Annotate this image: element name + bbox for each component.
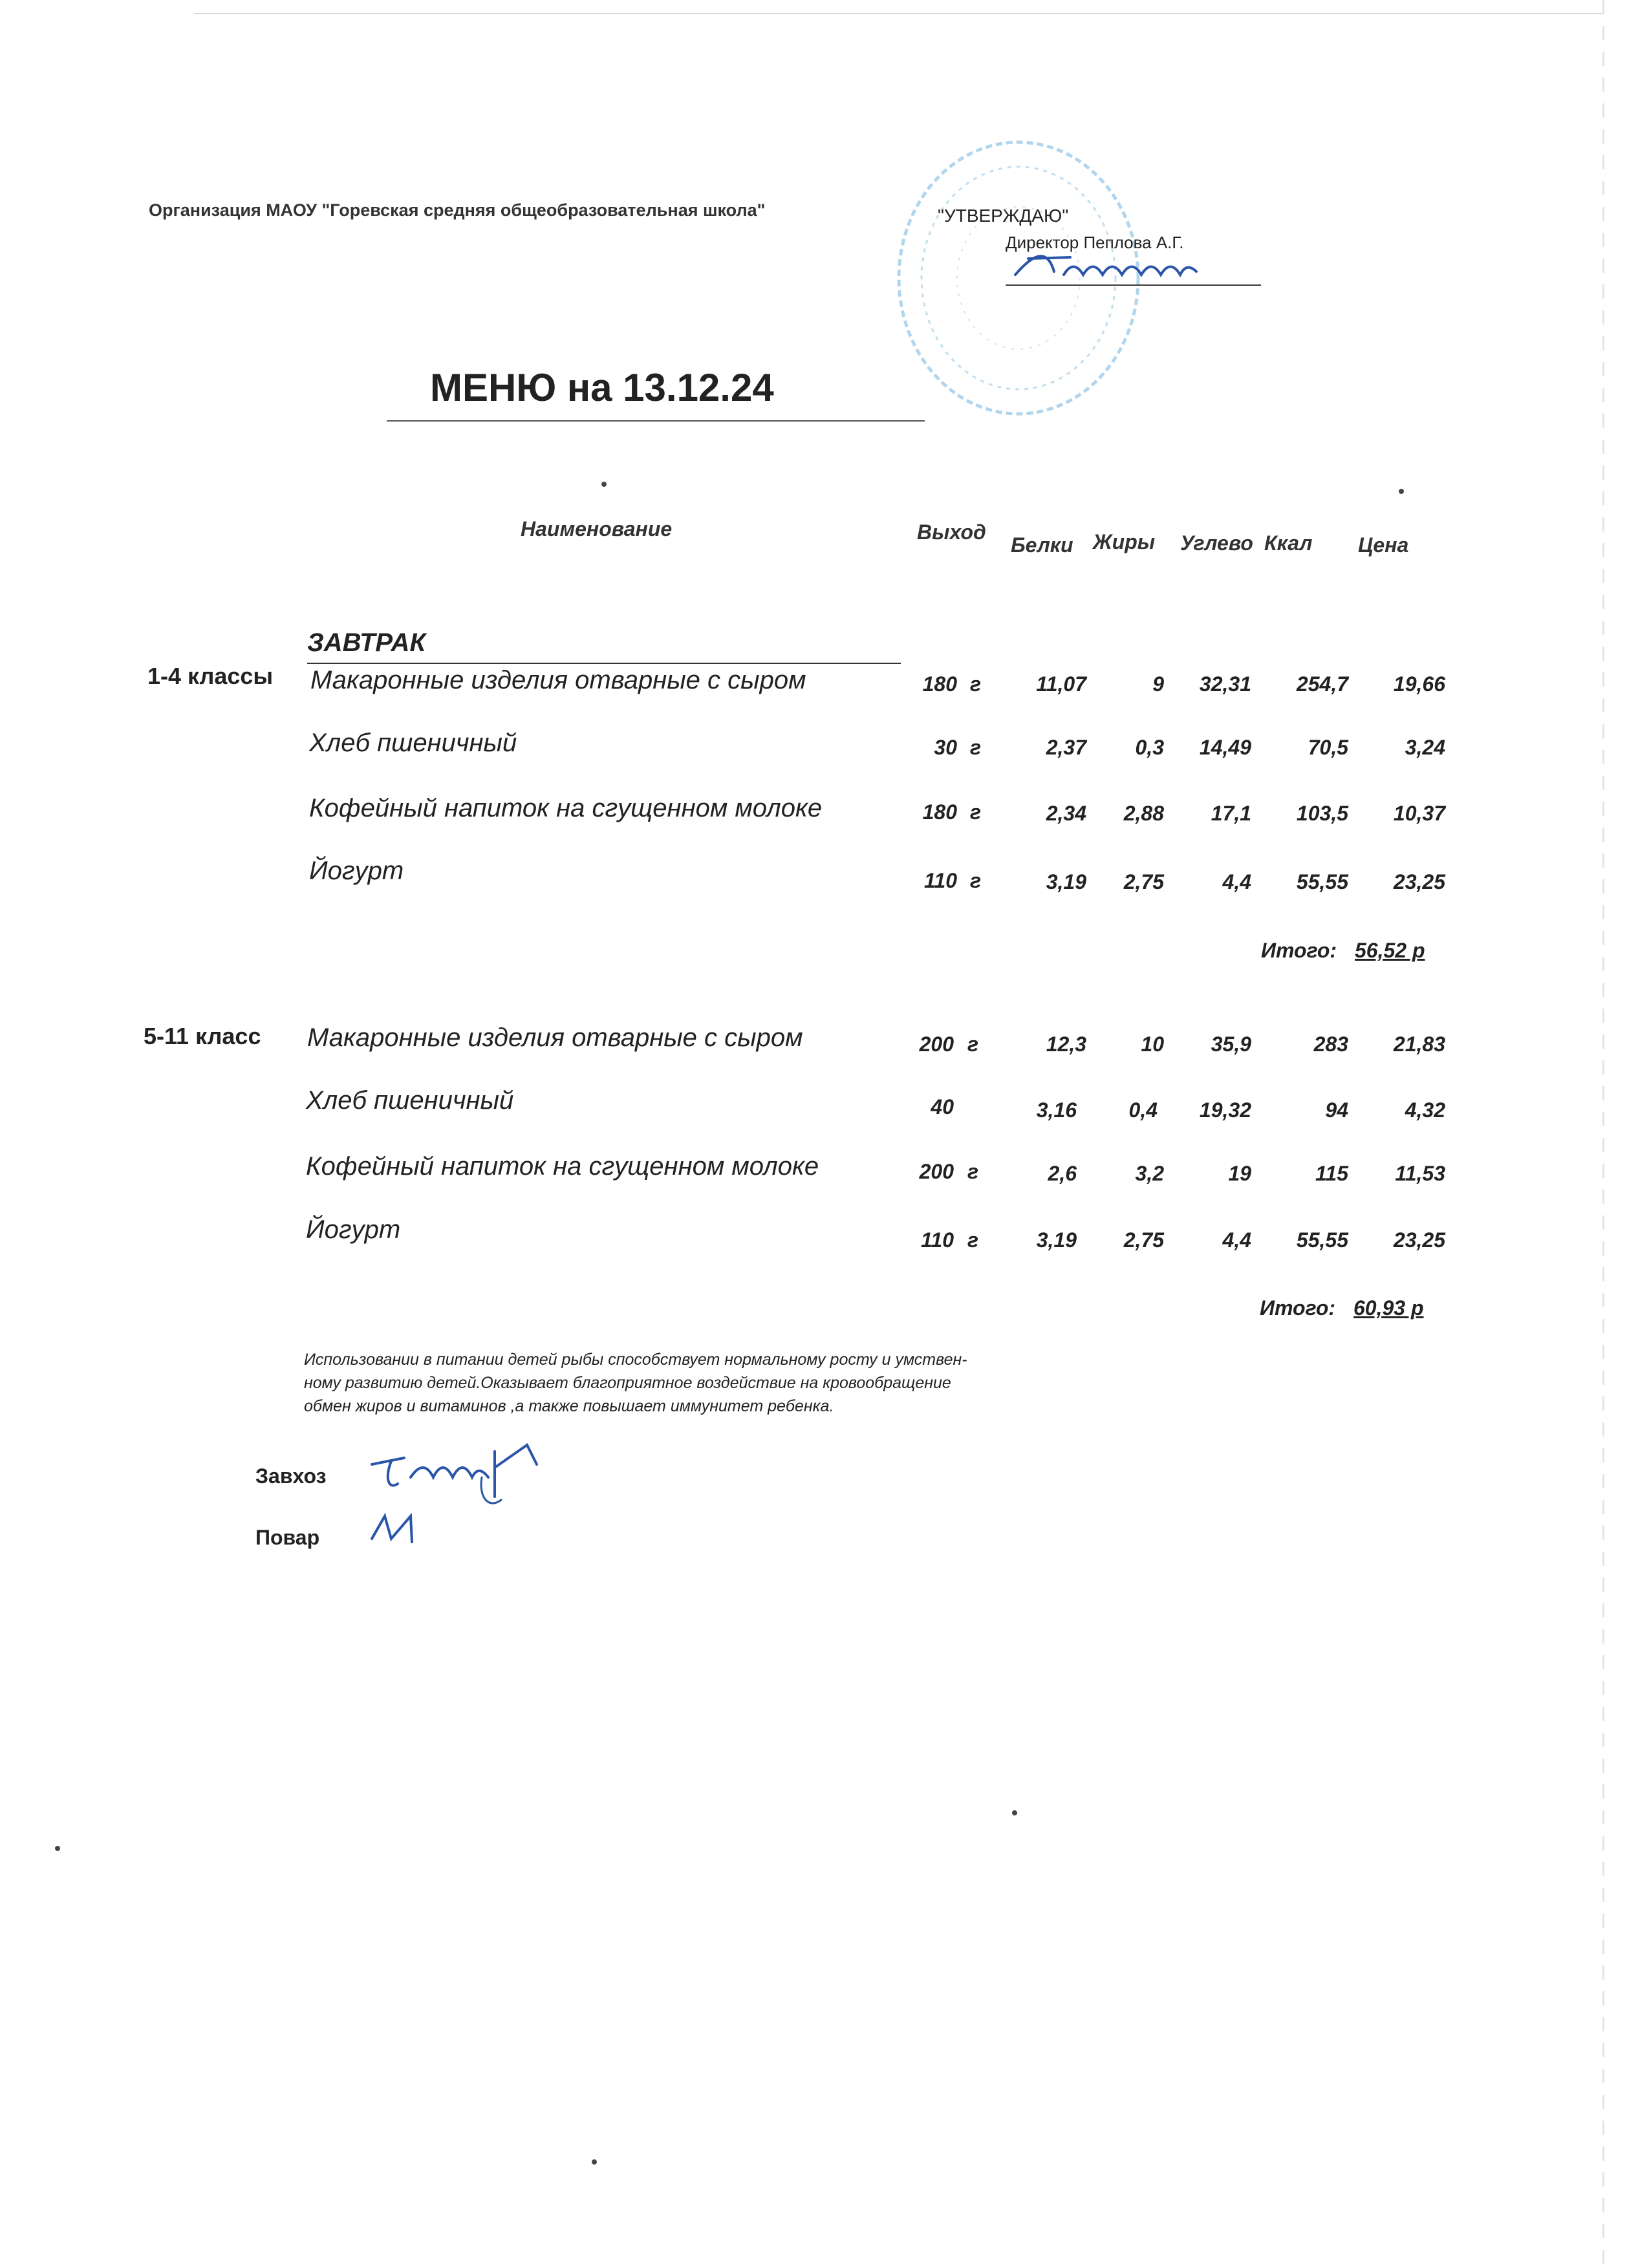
dish-carbs: 19,32 [1199, 1098, 1251, 1122]
dish-price: 19,66 [1393, 672, 1445, 696]
dish-kcal: 94 [1325, 1098, 1348, 1122]
dish-name: Хлеб пшеничный [306, 1086, 514, 1115]
dish-unit: г [970, 736, 982, 759]
scan-speck [601, 482, 607, 487]
scan-speck [1012, 1810, 1017, 1815]
group-label: 1-4 классы [147, 663, 274, 689]
dish-unit: г [970, 800, 982, 824]
dish-kcal: 55,55 [1296, 1228, 1348, 1252]
scan-edge-right [1602, 0, 1604, 2268]
dish-carbs: 4,4 [1222, 870, 1251, 893]
dish-unit: г [970, 869, 982, 892]
dish-protein: 11,07 [1036, 672, 1086, 696]
dish-protein: 3,16 [1036, 1098, 1077, 1122]
dish-name: Макаронные изделия отварные с сыром [310, 666, 806, 694]
dish-yield: 180 [922, 800, 957, 824]
column-header-kcal: Ккал [1264, 531, 1313, 555]
dish-price: 3,24 [1405, 736, 1445, 759]
dish-name: Кофейный напиток на сгущенном молоке [309, 794, 823, 822]
dish-fat: 3,2 [1135, 1162, 1164, 1185]
dish-carbs: 14,49 [1199, 736, 1251, 759]
dish-yield: 110 [923, 869, 957, 892]
group-label: 5-11 класс [144, 1023, 261, 1049]
dish-kcal: 70,5 [1308, 736, 1348, 759]
dish-price: 23,25 [1393, 1228, 1445, 1252]
dish-protein: 12,3 [1046, 1032, 1086, 1056]
dish-protein: 2,6 [1048, 1162, 1077, 1185]
scan-speck [1399, 489, 1404, 494]
dish-protein: 3,19 [1036, 1228, 1077, 1252]
dish-unit: г [967, 1160, 979, 1183]
cook-label: Повар [255, 1526, 320, 1549]
dish-unit: г [967, 1228, 979, 1252]
dish-unit: г [970, 672, 982, 696]
column-header-name: Наименование [521, 517, 673, 540]
title-underline [387, 420, 925, 422]
dish-price: 10,37 [1393, 802, 1445, 825]
total-label: Итого: [1260, 1296, 1336, 1320]
section-title: ЗАВТРАК [307, 628, 426, 657]
column-header-price: Цена [1358, 533, 1409, 557]
dish-yield: 110 [920, 1228, 954, 1252]
dish-kcal: 55,55 [1296, 870, 1348, 893]
dish-fat: 2,88 [1123, 802, 1164, 825]
dish-yield: 200 [919, 1160, 954, 1183]
dish-price: 11,53 [1395, 1162, 1445, 1185]
dish-carbs: 4,4 [1222, 1228, 1251, 1252]
director-name: Директор Пеплова А.Г. [1006, 233, 1184, 252]
total-value: 56,52 р [1355, 939, 1425, 962]
total-label: Итого: [1261, 939, 1337, 962]
dish-yield: 180 [922, 672, 957, 696]
scan-speck [592, 2159, 597, 2165]
dish-carbs: 35,9 [1211, 1032, 1251, 1056]
director-signature-line [1006, 284, 1261, 286]
dish-price: 21,83 [1393, 1032, 1445, 1056]
dish-fat: 10 [1141, 1032, 1164, 1056]
scan-speck [55, 1846, 60, 1851]
scan-edge-top [194, 13, 1604, 14]
dish-name: Макаронные изделия отварные с сыром [307, 1023, 803, 1052]
dish-fat: 2,75 [1123, 1228, 1164, 1252]
dish-carbs: 19 [1228, 1162, 1251, 1185]
dish-name: Кофейный напиток на сгущенном молоке [306, 1152, 819, 1181]
cook-signature-icon [365, 1506, 430, 1552]
dish-kcal: 283 [1313, 1032, 1348, 1056]
dish-fat: 2,75 [1123, 870, 1164, 893]
organization-name: Организация МАОУ "Горевская средняя общеобразовательная школа" [149, 200, 766, 220]
section-underline [307, 663, 901, 664]
dish-protein: 2,37 [1046, 736, 1086, 759]
nutrition-note: Использовании в питании детей рыбы способствует нормальному росту и умствен- ному развитию детей.Оказывает благоприятное воздействие на кровообращение обмен жиров и витаминов ,а также повышает иммунитет ребенка. [304, 1351, 967, 1415]
dish-protein: 3,19 [1046, 870, 1086, 893]
total-value: 60,93 р [1353, 1296, 1424, 1320]
dish-unit: г [967, 1032, 979, 1056]
dish-name: Йогурт [309, 857, 404, 885]
column-header-fat: Жиры [1093, 530, 1156, 553]
dish-carbs: 17,1 [1211, 802, 1251, 825]
dish-yield: 30 [934, 736, 957, 759]
dish-fat: 0,3 [1135, 736, 1164, 759]
dish-protein: 2,34 [1046, 802, 1086, 825]
dish-fat: 0,4 [1128, 1098, 1158, 1122]
approve-label: "УТВЕРЖДАЮ" [938, 206, 1069, 226]
column-header-carbs: Углево [1180, 531, 1253, 555]
dish-yield: 200 [919, 1032, 954, 1056]
storekeeper-label: Завхоз [255, 1464, 327, 1488]
dish-name: Йогурт [306, 1215, 401, 1244]
column-header-protein: Белки [1011, 533, 1073, 557]
page-title: МЕНЮ на 13.12.24 [430, 366, 774, 409]
dish-yield: 40 [931, 1095, 954, 1118]
dish-price: 4,32 [1405, 1098, 1445, 1122]
dish-fat: 9 [1152, 672, 1164, 696]
dish-name: Хлеб пшеничный [309, 729, 517, 757]
column-header-yield: Выход [917, 520, 986, 544]
dish-carbs: 32,31 [1199, 672, 1251, 696]
dish-price: 23,25 [1393, 870, 1445, 893]
dish-kcal: 115 [1315, 1162, 1348, 1185]
storekeeper-signature-icon [365, 1439, 553, 1516]
dish-kcal: 254,7 [1296, 672, 1348, 696]
dish-kcal: 103,5 [1296, 802, 1348, 825]
